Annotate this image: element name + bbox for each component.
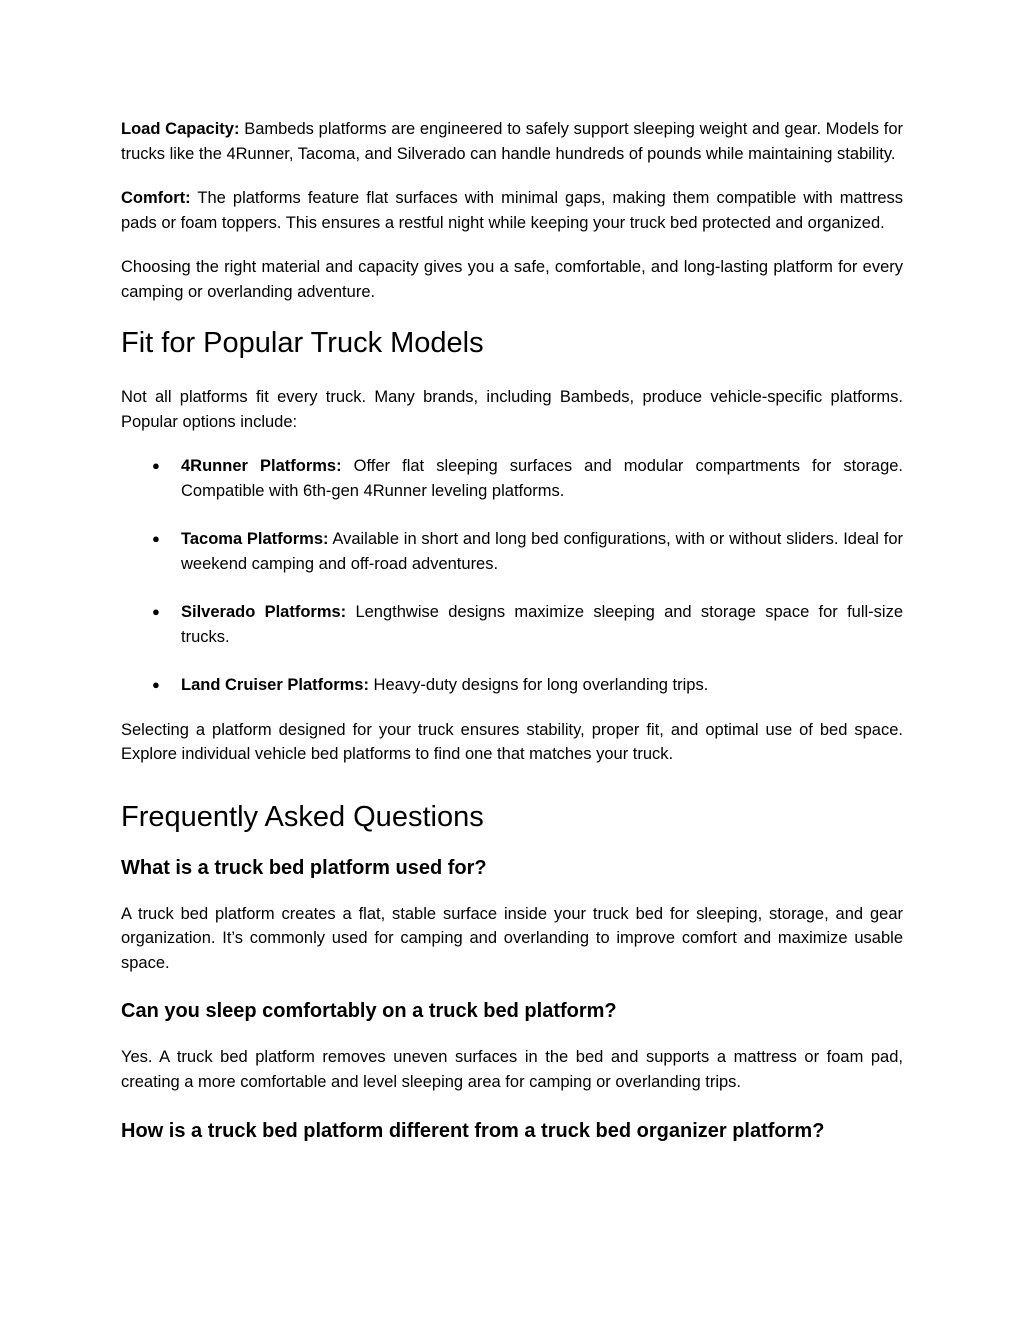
faq-answer-1: A truck bed platform creates a flat, stable surface inside your truck bed for sleeping, storage, and gear organization. It’s commonly used for camping and overlanding to improve comfort and maximize usable space.: [121, 904, 903, 972]
load-capacity-text: Bambeds platforms are engineered to safely support sleeping weight and gear. Models for trucks like the 4Runner, Tacoma, and Silverado can handle hundreds of pounds while maintaining stability.: [121, 120, 903, 163]
list-item-text: Offer flat sleeping surfaces and modular compartments for storage. Compatible with 6th-gen 4Runner leveling platforms.: [181, 457, 903, 500]
faq-question-3: How is a truck bed platform different from a truck bed organizer platform?: [121, 1120, 825, 1142]
comfort-label: Comfort:: [121, 189, 191, 207]
document-page: [121, 117, 903, 1144]
list-item: [121, 527, 903, 576]
faq-question-1: What is a truck bed platform used for?: [121, 856, 487, 879]
choosing-paragraph: Choosing the right material and capacity gives you a safe, comfortable, and long-lasting platform for every camping or overlanding adventure.: [121, 258, 903, 301]
bullet-icon: ●: [152, 531, 160, 546]
fit-section-heading: Fit for Popular Truck Models: [121, 327, 484, 359]
list-item-text: Lengthwise designs maximize sleeping and storage space for full-size trucks.: [181, 603, 903, 646]
comfort-text: The platforms feature flat surfaces with minimal gaps, making them compatible with mattress pads or foam toppers. This ensures a restful night while keeping your truck bed protected and organized.: [121, 189, 903, 232]
load-capacity-label: Load Capacity:: [121, 120, 240, 138]
comfort-paragraph: [121, 186, 903, 235]
list-item: [121, 454, 903, 503]
faq-section-heading: Frequently Asked Questions: [121, 800, 484, 833]
bullet-icon: ●: [152, 458, 160, 473]
fit-outro-paragraph: Selecting a platform designed for your truck ensures stability, proper fit, and optimal use of bed space. Explore individual vehicle bed platforms to find one that matches your truck.: [121, 720, 903, 763]
faq-answer-2: Yes. A truck bed platform removes uneven surfaces in the bed and supports a mattress or foam pad, creating a more comfortable and level sleeping area for camping or overlanding trips.: [121, 1048, 903, 1091]
list-item-label: Land Cruiser Platforms:: [181, 676, 369, 694]
list-item-label: 4Runner Platforms:: [181, 457, 342, 475]
faq-question-2: Can you sleep comfortably on a truck bed platform?: [121, 1000, 617, 1022]
truck-models-list: [121, 454, 903, 698]
list-item-text: Heavy-duty designs for long overlanding trips.: [368, 676, 709, 694]
list-item-text: Available in short and long bed configurations, with or without sliders. Ideal for weekend camping and off-road adventures.: [181, 530, 903, 573]
list-item: [121, 600, 903, 649]
list-item-label: Tacoma Platforms:: [181, 530, 329, 548]
list-item-label: Silverado Platforms:: [181, 603, 347, 621]
bullet-icon: ●: [152, 604, 160, 619]
fit-intro-paragraph: Not all platforms fit every truck. Many brands, including Bambeds, produce vehicle-specific platforms. Popular options include:: [121, 388, 903, 431]
list-item: [121, 673, 903, 698]
load-capacity-paragraph: [121, 117, 903, 166]
bullet-icon: ●: [152, 677, 160, 692]
